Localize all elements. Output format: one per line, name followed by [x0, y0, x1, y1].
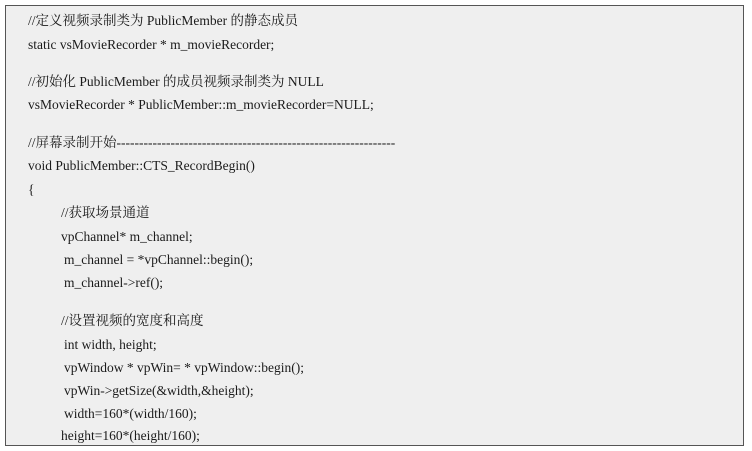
code-line-10: m_channel = *vpChannel::begin(); [64, 252, 254, 267]
code-line-4: vsMovieRecorder * PublicMember::m_movieRecorder=NULL; [28, 97, 374, 112]
code-line-13: int width, height; [64, 337, 157, 352]
code-line-5: //屏幕录制开始-------------------------------------------------------------- [28, 135, 396, 150]
code-line-12: //设置视频的宽度和高度 [61, 313, 204, 328]
code-line-3: //初始化 PublicMember 的成员视频录制类为 NULL [28, 74, 324, 89]
code-line-16: width=160*(width/160); [64, 406, 197, 421]
code-listing [5, 5, 744, 446]
code-line-1: //定义视频录制类为 PublicMember 的静态成员 [28, 13, 298, 28]
code-line-14: vpWindow * vpWin= * vpWindow::begin(); [64, 360, 304, 375]
code-line-8: //获取场景通道 [61, 205, 150, 220]
code-line-15: vpWin->getSize(&width,&height); [64, 383, 254, 398]
code-line-6: void PublicMember::CTS_RecordBegin() [28, 158, 255, 173]
code-line-9: vpChannel* m_channel; [61, 229, 193, 244]
code-line-7: { [28, 182, 35, 197]
code-line-17: height=160*(height/160); [61, 428, 200, 443]
code-line-2: static vsMovieRecorder * m_movieRecorder; [28, 37, 275, 52]
code-line-11: m_channel->ref(); [64, 275, 164, 290]
